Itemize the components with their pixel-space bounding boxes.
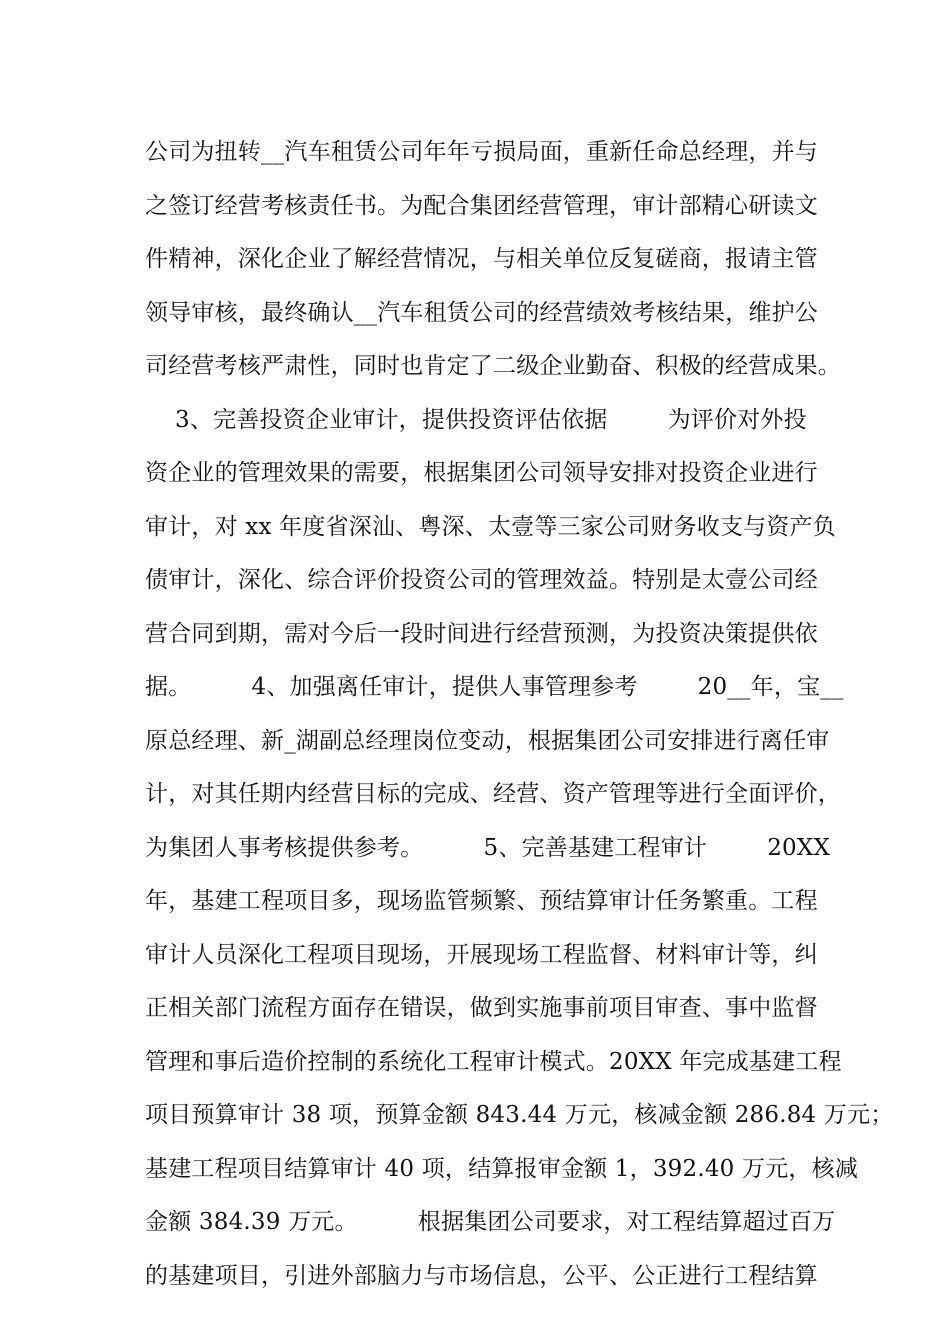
text-line: 年，基建工程项目多，现场监管频繁、预结算审计任务繁重。工程 [145, 888, 818, 914]
text-line: 3、完善投资企业审计，提供投资评估依据 为评价对外投 [145, 406, 807, 433]
text-line: 司经营考核严肃性，同时也肯定了二级企业勤奋、积极的经营成果。 [145, 353, 841, 379]
text-line: 营合同到期，需对今后一段时间进行经营预测，为投资决策提供依 [145, 620, 818, 647]
text-line: 原总经理、新_湖副总经理岗位变动，根据集团公司安排进行离任审 [145, 727, 830, 754]
text-line: 正相关部门流程方面存在错误，做到实施事前项目审查、事中监督 [145, 995, 818, 1021]
text-line: 计，对其任期内经营目标的完成、经营、资产管理等进行全面评价， [145, 781, 841, 807]
text-line: 审计，对 xx 年度省深汕、粤深、太壹等三家公司财务收支与资产负 [145, 513, 836, 540]
text-line: 公司为扭转__汽车租赁公司年年亏损局面，重新任命总经理，并与 [145, 139, 818, 165]
text-line: 据。 4、加强离任审计，提供人事管理参考 20__年，宝__ [145, 674, 844, 700]
text-line: 债审计，深化、综合评价投资公司的管理效益。特别是太壹公司经 [145, 567, 818, 593]
text-line: 审计人员深化工程项目现场，开展现场工程监督、材料审计等，纠 [145, 941, 818, 968]
text-line: 领导审核，最终确认__汽车租赁公司的经营绩效考核结果，维护公 [145, 299, 818, 326]
body-text [145, 128, 894, 1305]
text-line: 件精神，深化企业了解经营情况，与相关单位反复磋商，报请主管 [145, 246, 818, 272]
text-line: 为集团人事考核提供参考。 5、完善基建工程审计 20XX [145, 834, 831, 861]
text-line: 之签订经营考核责任书。为配合集团经营管理，审计部精心研读文 [145, 192, 818, 219]
text-line: 管理和事后造价控制的系统化工程审计模式。20XX 年完成基建工程 [145, 1048, 842, 1075]
text-line: 金额 384.39 万元。 根据集团公司要求，对工程结算超过百万 [145, 1209, 836, 1235]
text-line: 项目预算审计 38 项，预算金额 843.44 万元，核减金额 286.84 万元； [145, 1102, 894, 1128]
text-line: 资企业的管理效果的需要，根据集团公司领导安排对投资企业进行 [145, 460, 818, 486]
text-line: 的基建项目，引进外部脑力与市场信息，公平、公正进行工程结算 [145, 1262, 818, 1289]
text-line: 基建工程项目结算审计 40 项，结算报审金额 1，392.40 万元，核减 [145, 1155, 859, 1182]
